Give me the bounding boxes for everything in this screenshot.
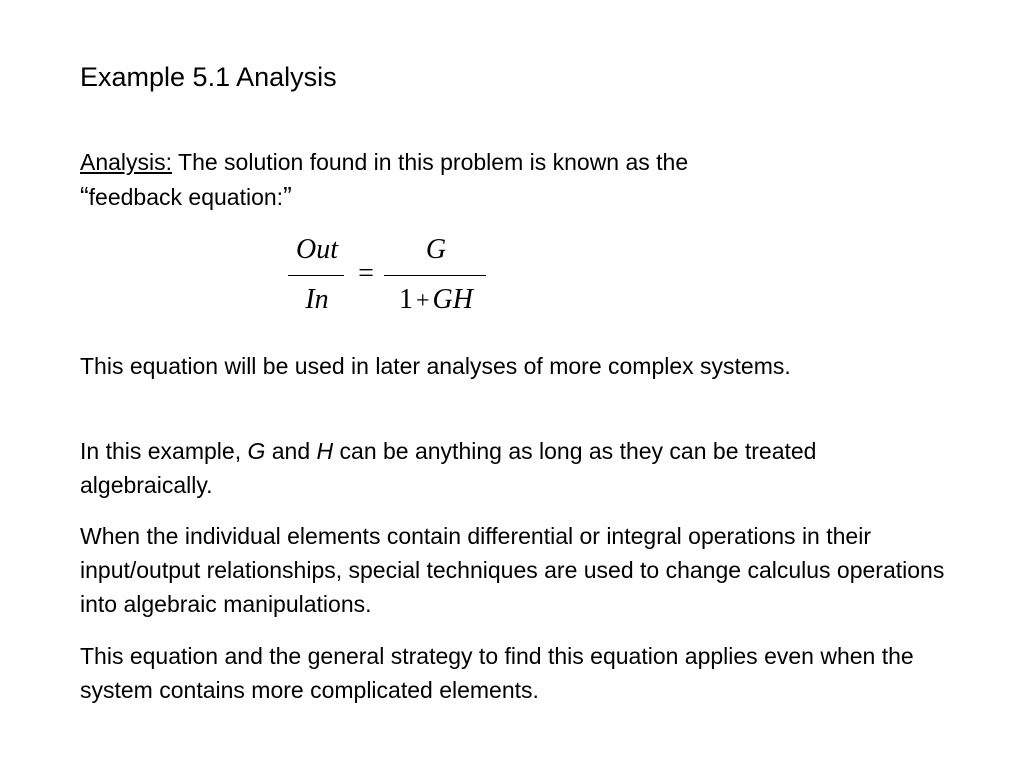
paragraph-g-and-h [80,434,950,502]
p2-text-1: In this example, [80,438,248,464]
analysis-label: Analysis: [80,149,173,175]
p2-text-2: and [265,438,317,464]
rhs-numerator: G [425,234,447,265]
rhs-denominator-one: 1 [399,284,413,315]
rhs-denominator-gh: GH [432,284,473,315]
rhs-fraction-bar [384,275,486,276]
p2-text-3: can be anything as long as they can be treated algebraically. [80,438,817,498]
lhs-fraction-bar [288,275,344,276]
intro-text: The solution found in this problem is known as the [172,149,689,175]
close-quote: ” [283,181,292,211]
paragraph-general-strategy: This equation and the general strategy to find this equation applies even when the system contains more complicated elements. [80,643,914,703]
feedback-equation [286,230,496,325]
rhs-denominator [384,284,488,316]
equals-sign: = [358,258,374,289]
paragraph-later-analyses: This equation will be used in later analyses of more complex systems. [80,353,791,379]
variable-g: G [247,438,266,464]
paragraph-calculus-operations: When the individual elements contain differential or integral operations in their input/output relationships, special techniques are used to change calculus operations into algebraic manipulations. [80,523,945,617]
open-quote: “ [80,181,89,211]
lhs-denominator: In [305,284,329,315]
lhs-numerator: Out [296,234,338,265]
rhs-denominator-plus: + [416,288,430,314]
variable-h: H [316,438,334,464]
slide-title: Example 5.1 Analysis [80,62,337,92]
analysis-intro-paragraph [80,145,950,214]
quoted-term: feedback equation: [88,184,284,210]
